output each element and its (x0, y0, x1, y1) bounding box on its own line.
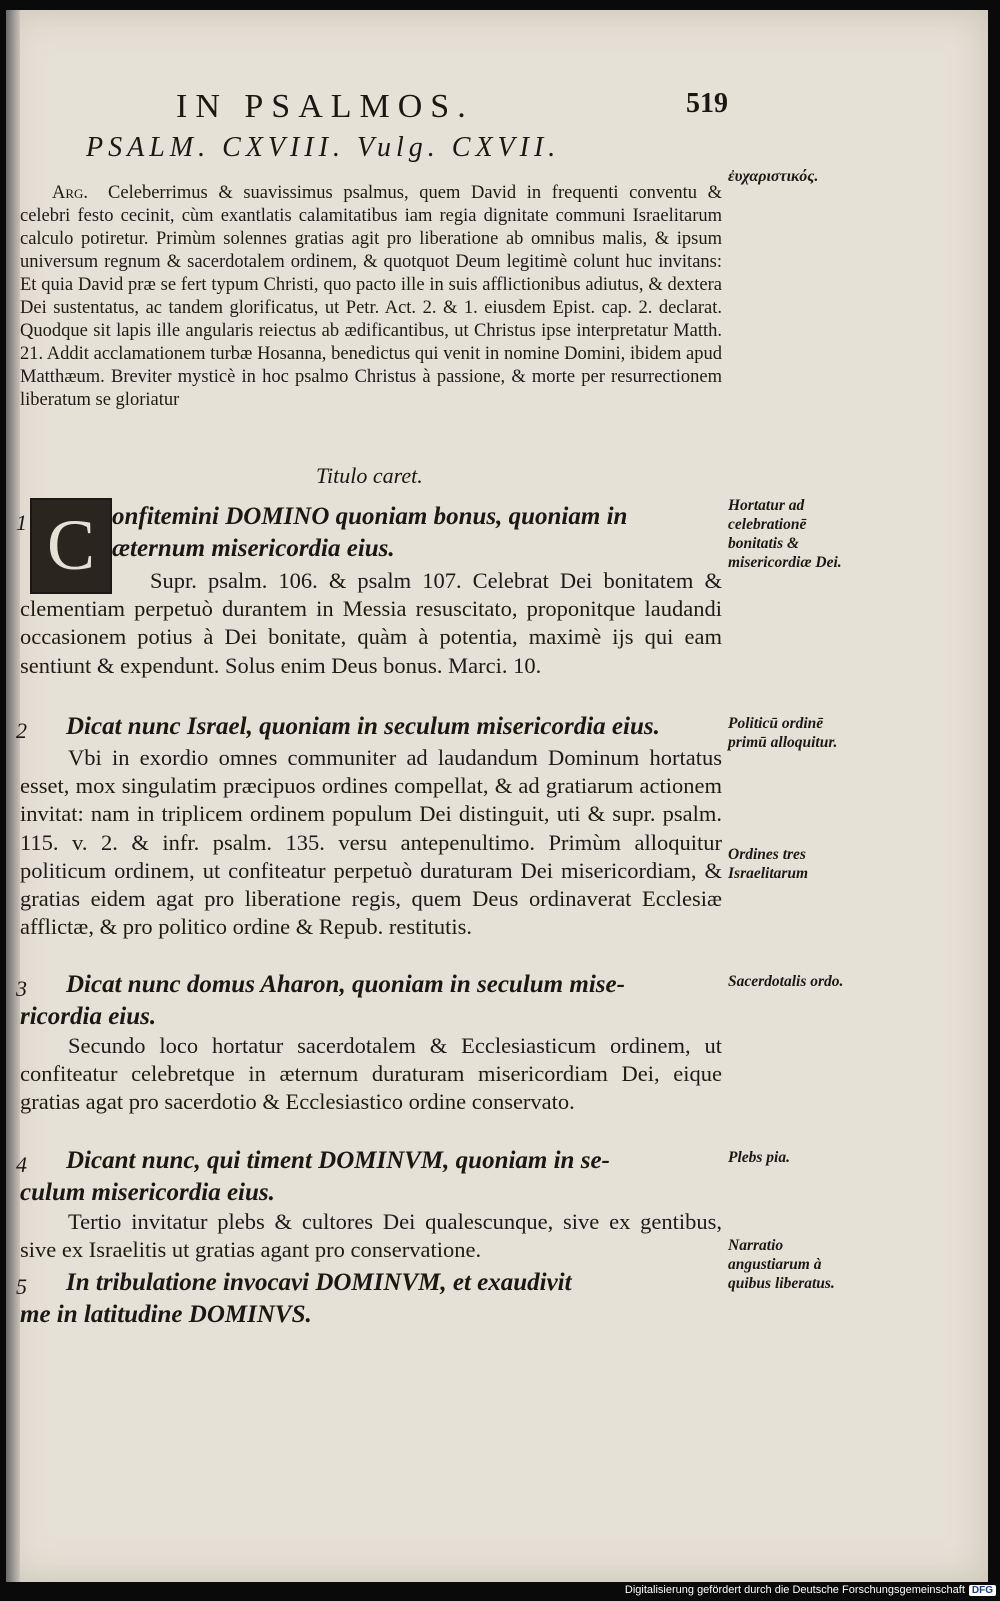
commentary-text: Supr. psalm. 106. & psalm 107. Celebrat Dei bonitatem & clementiam perpetuò durantem in Messia resuscitato, proponitque laudandi occasionem potius à Dei bonitate, quàm à potentia, maximè ijs qui eam sentiunt & expendunt. Solus enim Deus bonus. Marci. 10. (20, 568, 722, 678)
margin-note: Plebs pia. (728, 1149, 790, 1166)
verse-number: 3 (16, 976, 27, 1001)
margin-note: Sacerdotalis ordo. (728, 973, 844, 990)
dfg-logo-icon: DFG (969, 1585, 996, 1596)
page-number: 519 (686, 88, 728, 119)
verse-number: 5 (16, 1274, 27, 1299)
commentary-text: Secundo loco hortatur sacerdotalem & Ecclesiasticum ordinem, ut confiteatur celebretque in æternum duraturam misericordiam Dei, eique gratias agat pro sacerdotio & Ecclesiastico ordine conservato. (20, 1033, 722, 1115)
margin-note: Narratio angustiarum à quibus liberatus. (728, 1237, 835, 1292)
running-head: IN PSALMOS. (176, 88, 474, 125)
psalm-title: PSALM. CXVIII. Vulg. CXVII. (86, 132, 561, 163)
verse-line: æternum misericordia eius. (112, 535, 395, 562)
footer-text: Digitalisierung gefördert durch die Deutsche Forschungsgemeinschaft (624, 1584, 965, 1596)
commentary-text: Tertio invitatur plebs & cultores Dei qualescunque, sive ex gentibus, sive ex Israelitis ut gratias agant pro conservatione. (20, 1209, 722, 1263)
verse-number: 1 (16, 510, 27, 535)
margin-note: Ordines tres Israelitarum (728, 846, 809, 882)
margin-greek-note: ἐυχαριστικός. (728, 168, 819, 185)
titulo-caret: Titulo caret. (316, 463, 423, 488)
verse-line: Dicat nunc Israel, quoniam in seculum misericordia eius. (66, 713, 660, 740)
verse-line: culum misericordia eius. (20, 1179, 275, 1206)
margin-note: Politicū ordinē primū alloquitur. (728, 715, 838, 751)
book-spine-shadow (6, 10, 20, 1582)
decorated-initial: C (30, 498, 112, 594)
commentary-text: Vbi in exordio omnes communiter ad laudandum Dominum hortatus esset, mox singulatim præcipuos ordines compellat, & ad gratiarum actionem invitat: nam in triplicem ordinem populum Dei distinguit, uti & supr. psalm. 115. v. 2. & infr. psalm. 135. versu antepenultimo. Primùm alloquitur politicum ordinem, ut confiteatur perpetuò duraturam Dei misericordiam, & gratias eidem agat pro liberatione regis, quem Deus ordinaverat Ecclesiæ afflictæ, & pro politico ordine & Repub. restitutis. (20, 745, 722, 940)
argument-text: Celeberrimus & suavissimus psalmus, quem David in frequenti conventu & celebri festo cecinit, cùm exantlatis calamitatibus iam regia dignitate communi Israelitarum calculo potiretur. Primùm solennes gratias agit pro liberatione ab omnibus malis, & ipsum universum regnum & sacerdotalem ordinem, & quotquot Deum legitimè colunt huc invitans: Et quia David præ se fert typum Christi, quo pacto ille in suis afflictionibus adiutus, & dextera Dei sustentatus, ac tandem glorificatus, ut Petr. Act. 2. & 1. eiusdem Epist. cap. 2. declarat. Quodque sit lapis ille angularis reiectus ab ædificantibus, ut Christus ipse interpretatur Matth. 21. Addit acclamationem turbæ Hosanna, benedictus qui venit in nomine Domini, ibidem apud Matthæum. Breviter mysticè in hoc psalmo Christus à passione, & morte per resurrectionem liberatum se gloriatur (20, 183, 722, 410)
argument-paragraph (20, 182, 722, 412)
commentary (20, 567, 722, 680)
argument-label: Arg. (52, 183, 89, 203)
verse-number: 2 (16, 718, 27, 743)
digitization-footer (625, 1581, 996, 1599)
book-page (6, 10, 988, 1582)
margin-note: Hortatur ad celebrationē bonitatis & misericordiæ Dei. (728, 497, 842, 571)
verse-line: me in latitudine DOMINVS. (20, 1301, 312, 1328)
commentary (20, 1032, 722, 1117)
commentary (20, 744, 722, 941)
verse-number: 4 (16, 1152, 27, 1177)
commentary (20, 1208, 722, 1264)
verse-line: In tribulatione invocavi DOMINVM, et exaudivit (66, 1269, 572, 1296)
verse-line: onfitemini DOMINO quoniam bonus, quoniam in (112, 503, 628, 530)
verse-line: ricordia eius. (20, 1003, 157, 1030)
verse-line: Dicat nunc domus Aharon, quoniam in seculum mise- (66, 971, 625, 998)
verse-line: Dicant nunc, qui timent DOMINVM, quoniam in se- (66, 1147, 610, 1174)
